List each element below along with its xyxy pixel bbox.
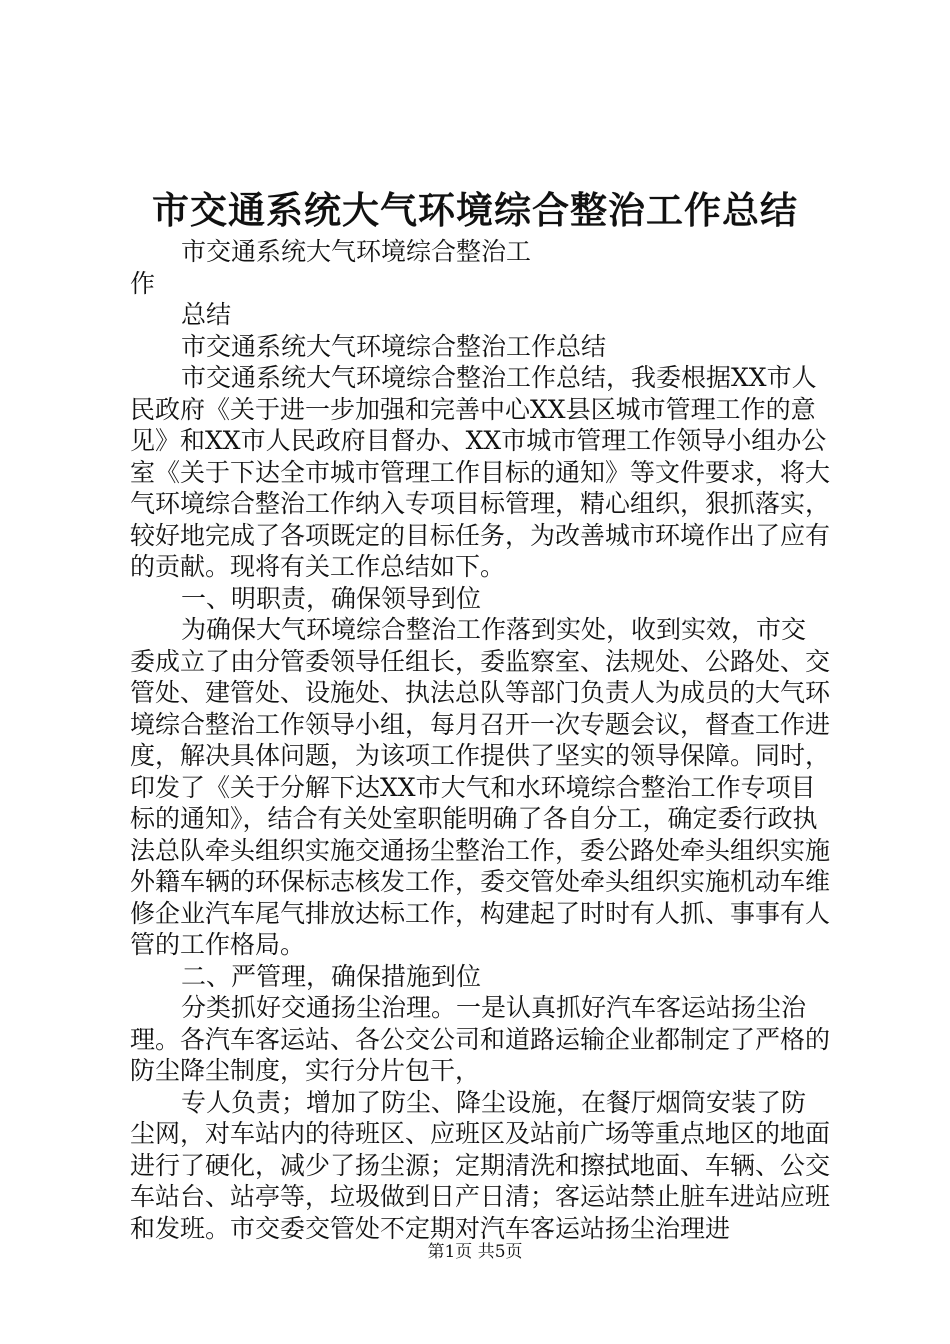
section-heading: 一、明职责，确保领导到位 (181, 583, 482, 613)
document-body (130, 236, 830, 1244)
subtitle-line-3: 市交通系统大气环境综合整治工作总结 (181, 331, 607, 361)
paragraph: 为确保大气环境综合整治工作落到实处，收到实效，市交委成立了由分管委领导任组长，委监察室、法规处、公路处、交管处、建管处、设施处、执法总队等部门负责人为成员的大气环境综合整治工作领导小组，每月召开一次专题会议，督查工作进度，解决具体问题，为该项工作提供了坚实的领导保障。同时，印发了《关于分解下达XX市大气和水环境综合整治工作专项目标的通知》，结合有关处室职能明确了各自分工，确定委行政执法总队牵头组织实施交通扬尘整治工作，委公路处牵头组织实施外籍车辆的环保标志核发工作，委交管处牵头组织实施机动车维修企业汽车尾气排放达标工作，构建起了时时有人抓、事事有人管的工作格局。 (130, 615, 831, 959)
document-title: 市交通系统大气环境综合整治工作总结 (152, 188, 798, 232)
page-footer: 第1页 共5页 (427, 1242, 523, 1262)
paragraph: 专人负责；增加了防尘、降尘设施，在餐厅烟筒安装了防尘网，对车站内的待班区、应班区及站前广场等重点地区的地面进行了硬化，减少了扬尘源；定期清洗和擦拭地面、车辆、公交车站台、站亭等，垃圾做到日产日清；客运站禁止脏车进站应班和发班。市交委交管处不定期对汽车客运站扬尘治理进 (130, 1087, 831, 1243)
paragraph: 分类抓好交通扬尘治理。一是认真抓好汽车客运站扬尘治理。各汽车客运站、各公交公司和道路运输企业都制定了严格的防尘降尘制度，实行分片包干， (130, 993, 831, 1085)
paragraph: 市交通系统大气环境综合整治工作总结，我委根据XX市人民政府《关于进一步加强和完善中心XX县区城市管理工作的意见》和XX市人民政府目督办、XX市城市管理工作领导小组办公室《关于下达全市城市管理工作目标的通知》等文件要求，将大气环境综合整治工作纳入专项目标管理，精心组织，狠抓落实，较好地完成了各项既定的目标任务，为改善城市环境作出了应有的贡献。现将有关工作总结如下。 (130, 363, 831, 581)
subtitle-line-2: 总结 (181, 300, 232, 329)
subtitle-line-1: 市交通系统大气环境综合整治工作 (130, 237, 532, 298)
section-heading: 二、严管理，确保措施到位 (181, 961, 482, 991)
